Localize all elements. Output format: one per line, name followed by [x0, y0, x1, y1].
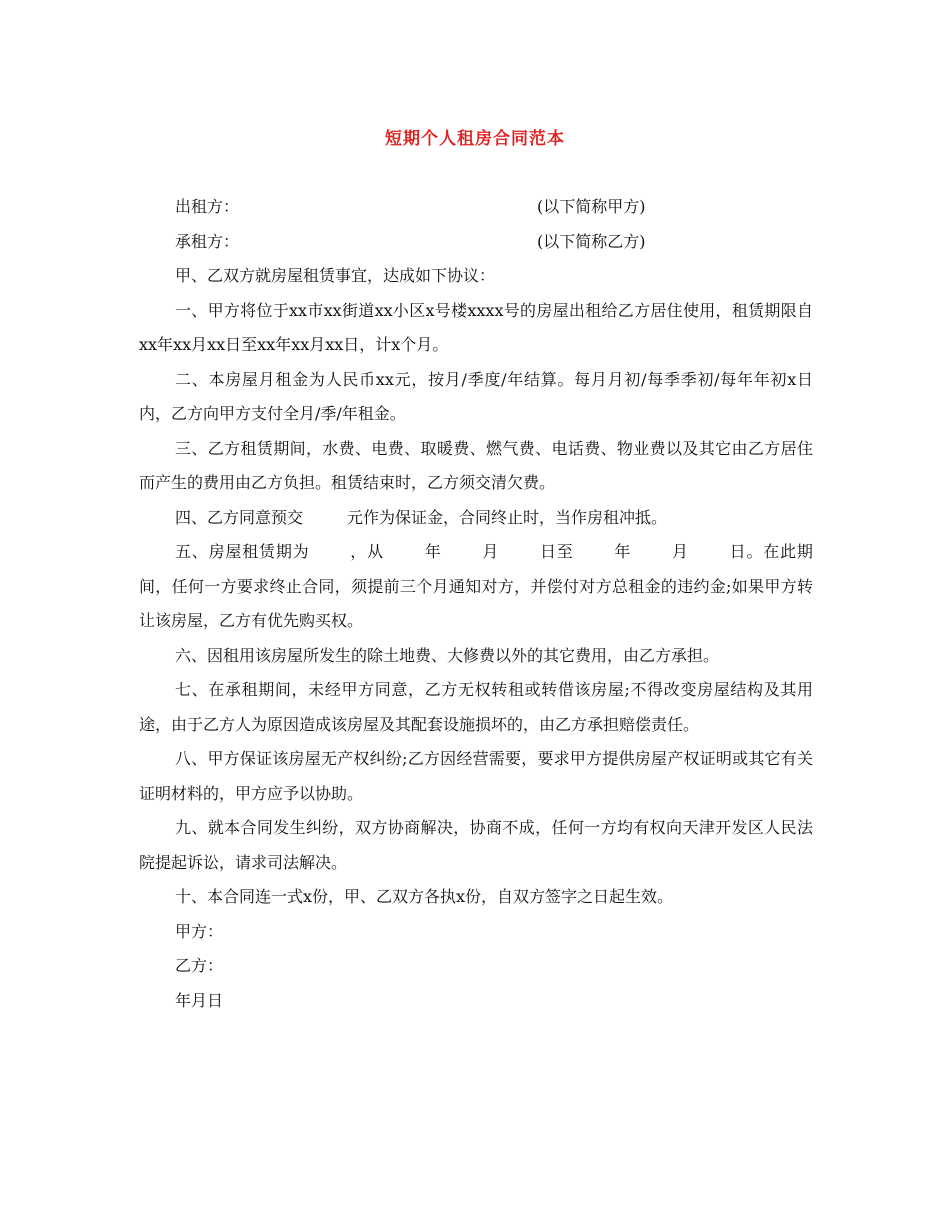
- clause-8: 八、甲方保证该房屋无产权纠纷;乙方因经营需要，要求甲方提供房屋产权证明或其它有关证明材料的，甲方应予以协助。: [139, 749, 813, 803]
- clause-2: 二、本房屋月租金为人民币xx元，按月/季度/年结算。每月月初/每季季初/每年年初x日内，乙方向甲方支付全月/季/年租金。: [139, 369, 813, 423]
- clause-5-day-2: 日。: [728, 542, 764, 561]
- clause-4-part-a: 四、乙方同意预交: [175, 507, 304, 527]
- lessor-note: (以下简称甲方): [537, 197, 646, 216]
- lessee-note: (以下简称乙方): [537, 231, 646, 251]
- clause-10: 十、本合同连一式x份，甲、乙双方各执x份，自双方签字之日起生效。: [175, 887, 674, 906]
- lessee-row: [139, 225, 813, 260]
- signature-party-a: 甲方：: [175, 921, 224, 941]
- lessor-row: [139, 190, 813, 225]
- clause-3: 三、乙方租赁期间，水费、电费、取暖费、燃气费、电话费、物业费以及其它由乙方居住而产生的费用由乙方负担。租赁结束时，乙方须交清欠费。: [139, 438, 813, 492]
- clause-6: 六、因租用该房屋所发生的除土地费、大修费以外的其它费用，由乙方承担。: [175, 645, 720, 665]
- lessor-label: 出租方：: [175, 197, 240, 216]
- clause-5-part-a: 五、房屋租赁期为: [175, 542, 310, 561]
- document-title: 短期个人租房合同范本: [385, 129, 565, 149]
- clause-5-part-b: ，从: [349, 542, 384, 561]
- clause-5-month-2: 月: [671, 542, 689, 561]
- clause-5-month-1: 月: [481, 542, 500, 561]
- clause-5-day-to: 日至: [539, 542, 574, 561]
- clause-5: [139, 535, 813, 639]
- clause-1: 一、甲方将位于xx市xx街道xx小区x号楼xxxx号的房屋出租给乙方居住使用，租赁期限自xx年xx月xx日至xx年xx月xx日，计x个月。: [139, 300, 813, 354]
- clause-9: 九、就本合同发生纠纷，双方协商解决，协商不成，任何一方均有权向天津开发区人民法院提起诉讼，请求司法解决。: [139, 818, 813, 872]
- clause-5-part-c: 在此期间，任何一方要求终止合同，须提前三个月通知对方，并偿付对方总租金的违约金;如果甲方转让该房屋，乙方有优先购买权。: [139, 542, 813, 630]
- clause-4: [139, 501, 813, 536]
- clause-5-year-1: 年: [423, 542, 442, 561]
- signature-date: 年月日: [175, 990, 224, 1010]
- clause-4-part-b: 元作为保证金，合同终止时，当作房租冲抵。: [347, 507, 668, 527]
- intro-paragraph: 甲、乙双方就房屋租赁事宜，达成如下协议：: [175, 266, 496, 285]
- clause-5-year-2: 年: [613, 542, 632, 561]
- clause-7: 七、在承租期间，未经甲方同意，乙方无权转租或转借该房屋;不得改变房屋结构及其用途，由于乙方人为原因造成该房屋及其配套设施损坏的，由乙方承担赔偿责任。: [139, 680, 813, 734]
- signature-party-b: 乙方：: [175, 956, 224, 975]
- contract-body: [139, 190, 813, 1018]
- lessee-label: 承租方：: [175, 231, 240, 251]
